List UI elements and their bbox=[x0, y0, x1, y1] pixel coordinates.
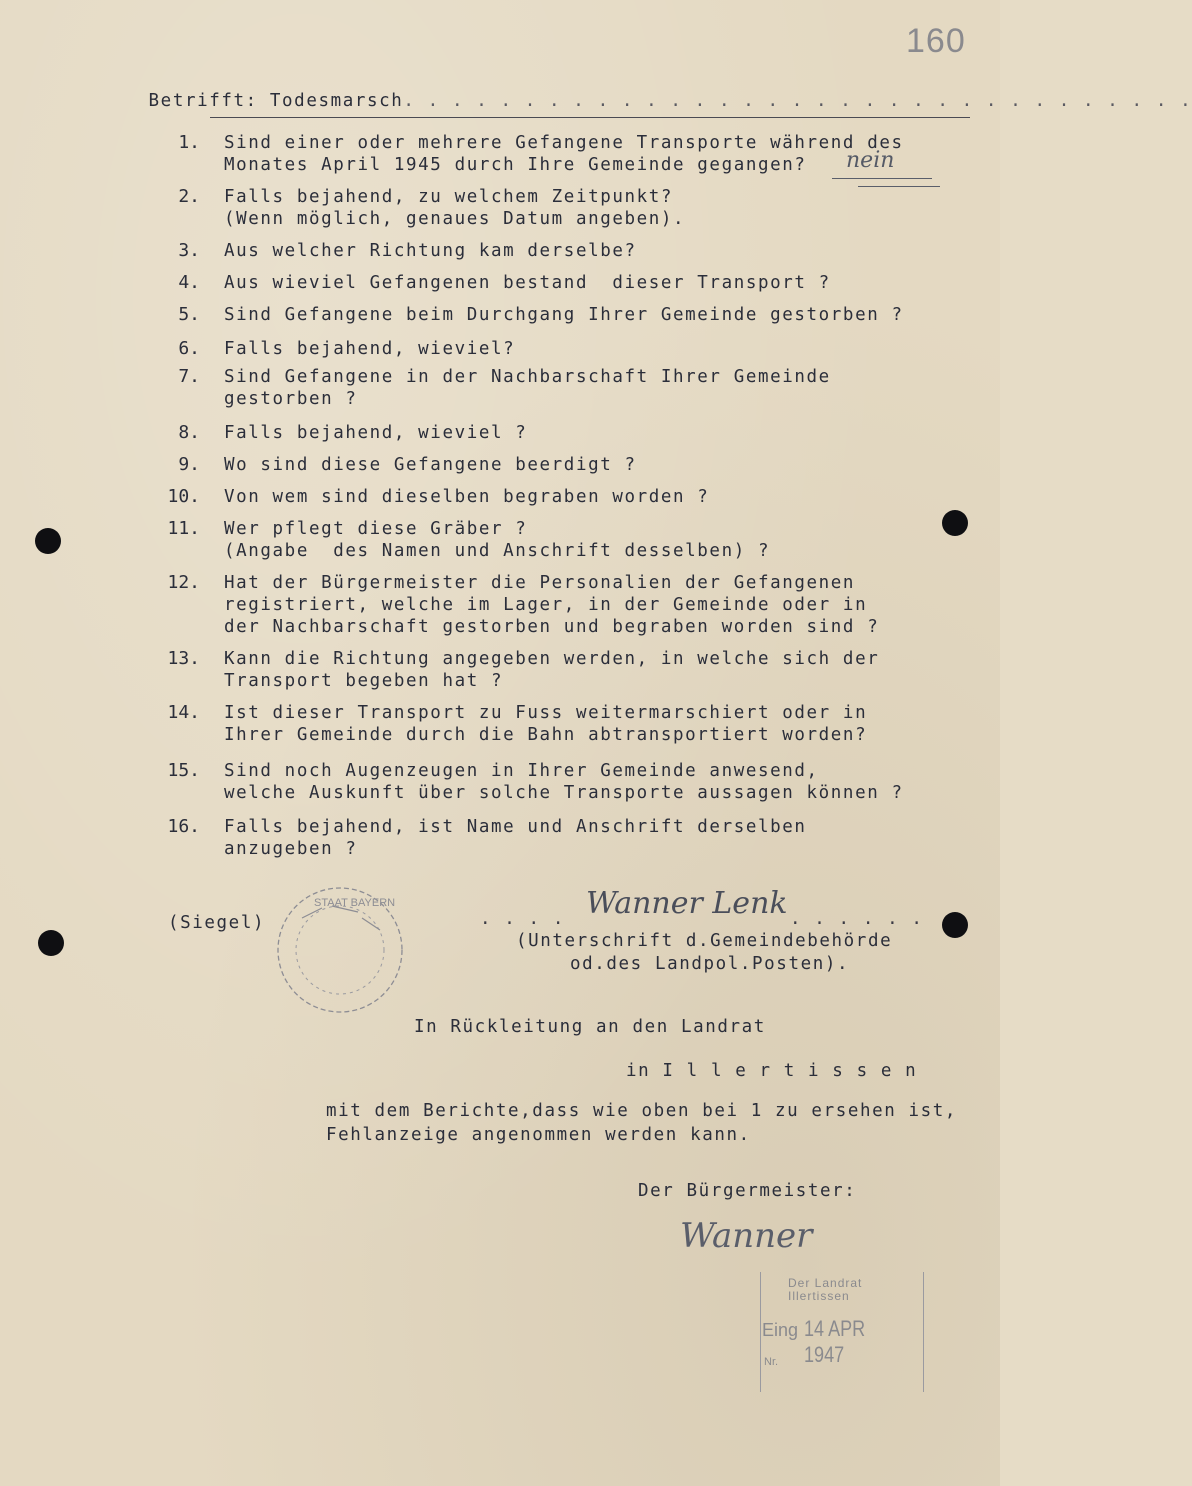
receipt-stamp-prefix: Eing bbox=[762, 1320, 799, 1340]
question-number: 14. bbox=[167, 702, 200, 723]
question-text-line: registriert, welche im Lager, in der Gemeinde oder in bbox=[224, 595, 868, 615]
question-number: 5. bbox=[178, 304, 200, 325]
question-text-line: gestorben ? bbox=[224, 389, 358, 409]
question-text-line: (Angabe des Namen und Anschrift desselben) ? bbox=[224, 541, 771, 561]
question-number: 15. bbox=[167, 760, 200, 781]
receipt-stamp-line-2: Illertissen bbox=[788, 1289, 850, 1303]
answer-underline-1 bbox=[832, 178, 932, 179]
question-text-line: anzugeben ? bbox=[224, 839, 358, 859]
question-text-line: welche Auskunft über solche Transporte aussagen können ? bbox=[224, 783, 904, 803]
question-text-line: Wo sind diese Gefangene beerdigt ? bbox=[224, 455, 637, 475]
question-text-line: Transport begeben hat ? bbox=[224, 671, 504, 691]
municipal-signature: Wanner Lenk bbox=[586, 886, 788, 921]
question-text-line: Hat der Bürgermeister die Personalien der Gefangenen bbox=[224, 573, 856, 593]
signature-dots-left: . . . . bbox=[480, 909, 565, 929]
question-text-line: Kann die Richtung angegeben werden, in welche sich der bbox=[224, 649, 880, 669]
receipt-stamp-no-label: Nr. bbox=[764, 1356, 779, 1368]
question-number: 8. bbox=[178, 422, 200, 443]
question-text-line: Von wem sind dieselben begraben worden ? bbox=[224, 487, 710, 507]
answer-underline-2 bbox=[858, 186, 940, 187]
question-text-line: Wer pflegt diese Gräber ? bbox=[224, 519, 528, 539]
question-text-line: Falls bejahend, ist Name und Anschrift derselben bbox=[224, 817, 807, 837]
question-number: 12. bbox=[167, 572, 200, 593]
signature-caption-line-2: od.des Landpol.Posten). bbox=[570, 954, 850, 974]
question-text-line: Sind Gefangene beim Durchgang Ihrer Gemeinde gestorben ? bbox=[224, 305, 904, 325]
question-number: 1. bbox=[178, 132, 200, 153]
signature-caption-line-1: (Unterschrift d.Gemeindebehörde bbox=[516, 931, 893, 951]
receipt-stamp-border-right bbox=[923, 1272, 924, 1392]
subject-dots: . . . . . . . . . . . . . . . . . . . . . . . . . . . . . . . . . bbox=[403, 91, 1192, 111]
question-number: 3. bbox=[178, 240, 200, 261]
answer-q1: nein bbox=[846, 148, 895, 173]
question-number: 4. bbox=[178, 272, 200, 293]
question-number: 10. bbox=[167, 486, 200, 507]
mayor-title: Der Bürgermeister: bbox=[638, 1181, 857, 1201]
question-text-line: Aus wieviel Gefangenen bestand dieser Transport ? bbox=[224, 273, 831, 293]
question-number: 13. bbox=[167, 648, 200, 669]
question-number: 9. bbox=[178, 454, 200, 475]
receipt-stamp-line-1: Der Landrat bbox=[788, 1276, 863, 1290]
return-line-1: In Rückleitung an den Landrat bbox=[414, 1017, 766, 1037]
question-number: 11. bbox=[167, 518, 200, 539]
return-line-2: in I l l e r t i s s e n bbox=[626, 1061, 918, 1081]
question-text-line: Falls bejahend, zu welchem Zeitpunkt? bbox=[224, 187, 674, 207]
question-number: 7. bbox=[178, 366, 200, 387]
question-text-line: Falls bejahend, wieviel ? bbox=[224, 423, 528, 443]
seal-stamp bbox=[262, 878, 442, 1028]
question-text-line: Ist dieser Transport zu Fuss weitermarschiert oder in bbox=[224, 703, 868, 723]
question-text-line: (Wenn möglich, genaues Datum angeben). bbox=[224, 209, 686, 229]
question-text-line: Sind einer oder mehrere Gefangene Transporte während des bbox=[224, 133, 904, 153]
receipt-stamp-border-left bbox=[760, 1272, 761, 1392]
question-text-line: der Nachbarschaft gestorben und begraben worden sind ? bbox=[224, 617, 880, 637]
seal-stamp-text: STAAT BAYERN bbox=[314, 897, 396, 909]
punch-hole-left-top bbox=[35, 528, 61, 554]
signature-dots-right: . . . . . . bbox=[790, 909, 924, 929]
punch-hole-left-bottom bbox=[38, 930, 64, 956]
receipt-stamp-date: 14 APR 1947 bbox=[804, 1316, 866, 1367]
punch-hole-right-bottom bbox=[942, 912, 968, 938]
question-number: 16. bbox=[167, 816, 200, 837]
question-number: 2. bbox=[178, 186, 200, 207]
report-line-2: Fehlanzeige angenommen werden kann. bbox=[326, 1125, 751, 1145]
receipt-stamp bbox=[760, 1272, 924, 1392]
punch-hole-right-top bbox=[942, 510, 968, 536]
subject-text: Betrifft: Todesmarsch bbox=[148, 91, 404, 111]
question-text-line: Falls bejahend, wieviel? bbox=[224, 339, 516, 359]
question-text-line: Ihrer Gemeinde durch die Bahn abtransportiert worden? bbox=[224, 725, 868, 745]
question-text-line: Sind noch Augenzeugen in Ihrer Gemeinde anwesend, bbox=[224, 761, 819, 781]
question-text-line: Sind Gefangene in der Nachbarschaft Ihrer Gemeinde bbox=[224, 367, 831, 387]
top-rule bbox=[210, 117, 970, 118]
subject-line bbox=[100, 68, 1192, 134]
question-text-line: Monates April 1945 durch Ihre Gemeinde gegangen? bbox=[224, 155, 807, 175]
question-number: 6. bbox=[178, 338, 200, 359]
mayor-signature: Wanner bbox=[680, 1216, 813, 1256]
seal-label: (Siegel) bbox=[168, 913, 266, 933]
report-line-1: mit dem Berichte,dass wie oben bei 1 zu ersehen ist, bbox=[326, 1101, 958, 1121]
question-text-line: Aus welcher Richtung kam derselbe? bbox=[224, 241, 637, 261]
page-number: 160 bbox=[906, 22, 966, 60]
